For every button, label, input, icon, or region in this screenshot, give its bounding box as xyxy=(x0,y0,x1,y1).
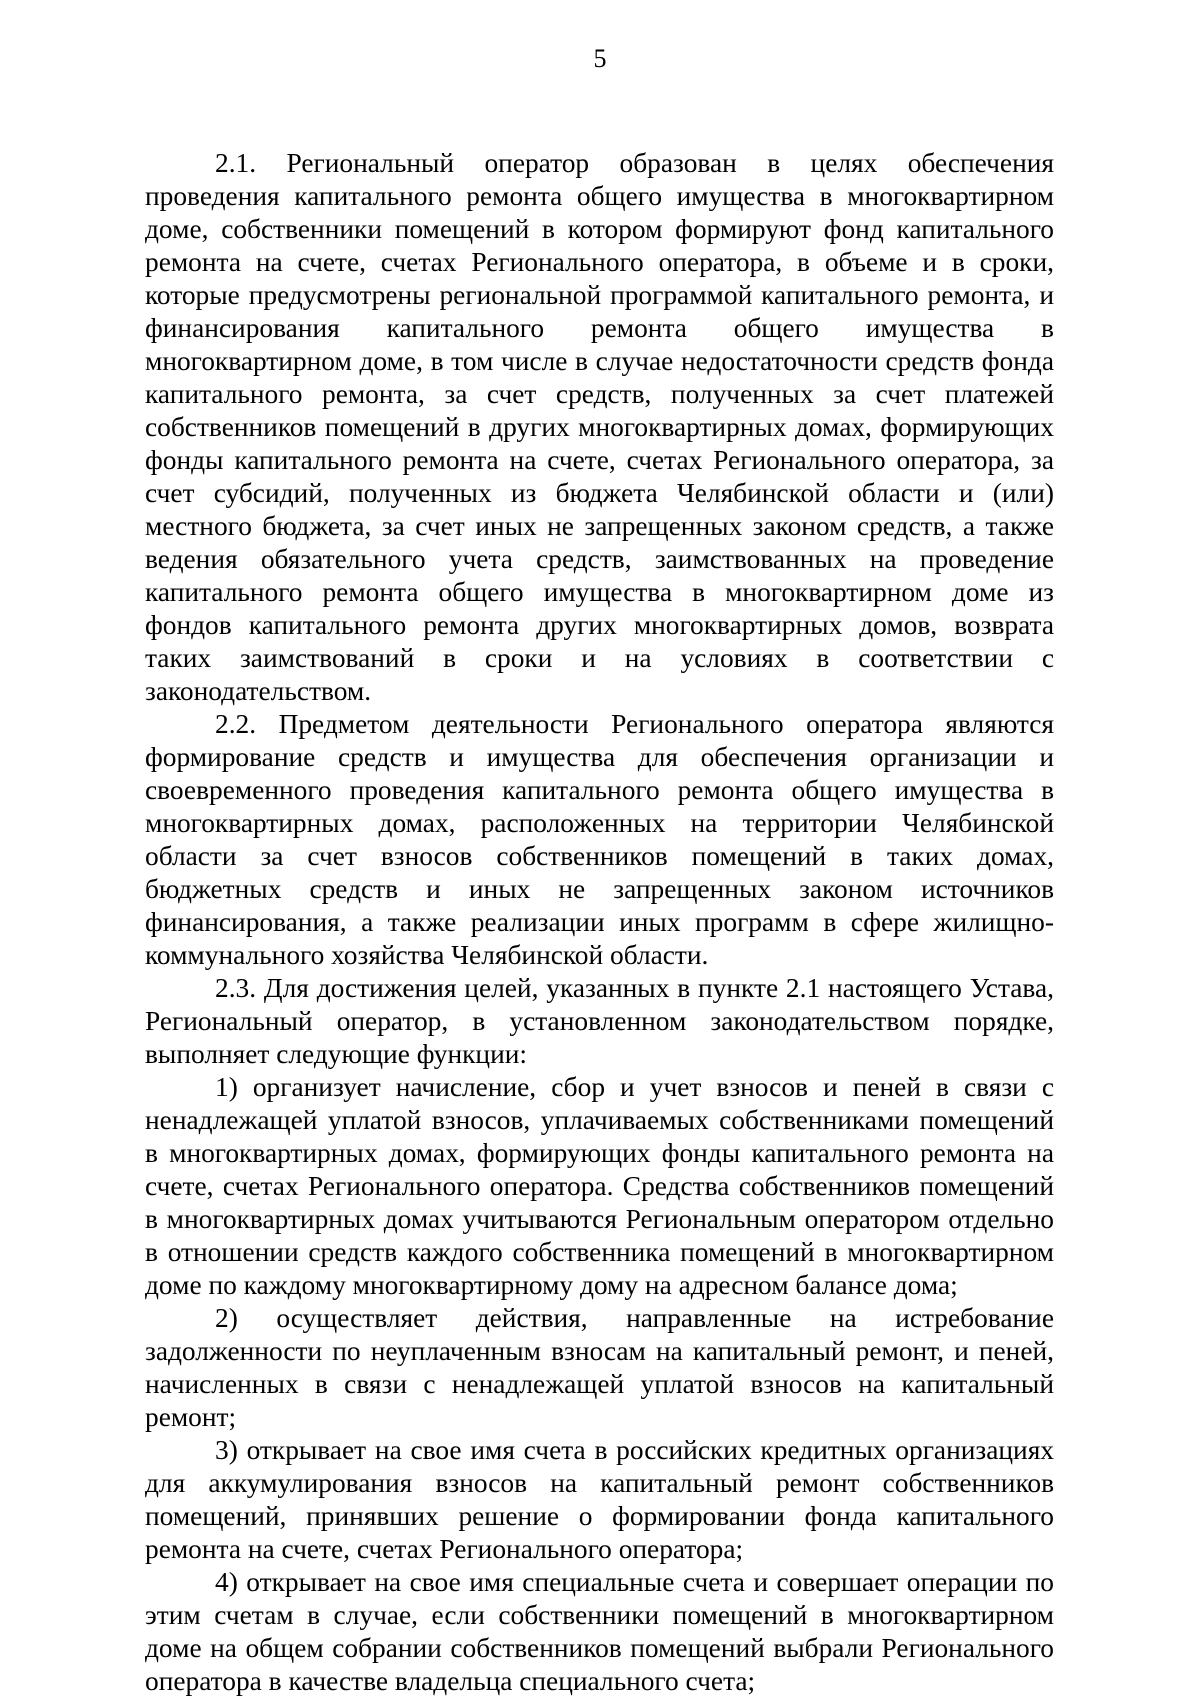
list-item-4: 4) открывает на свое имя специальные счета и совершает операции по этим счетам в случае, если собственники помещений в многоквартирном доме на общем собрании собственников помещений выбрали Регионального оператора в качестве владельца специального счета; xyxy=(145,1567,1054,1696)
paragraph-2-3: 2.3. Для достижения целей, указанных в пункте 2.1 настоящего Устава, Региональный оператор, в установленном законодательством порядке, выполняет следующие функции: xyxy=(145,973,1054,1069)
paragraph-2-2: 2.2. Предметом деятельности Регионального оператора являются формирование средств и имущества для обеспечения организации и своевременного проведения капитального ремонта общего имущества в многоквартирных домах, расположенных на территории Челябинской области за счет взносов собственников помещений в таких домах, бюджетных средств и иных не запрещенных законом источников финансирования, а также реализации иных программ в сфере жилищно-коммунального хозяйства Челябинской области. xyxy=(145,709,1054,970)
list-item-3: 3) открывает на свое имя счета в российских кредитных организациях для аккумулирования взносов на капитальный ремонт собственников помещений, принявших решение о формировании фонда капитального ремонта на счете, счетах Регионального оператора; xyxy=(145,1435,1054,1564)
page-number: 5 xyxy=(593,44,607,73)
list-item-1: 1) организует начисление, сбор и учет взносов и пеней в связи с ненадлежащей уплатой взносов, уплачиваемых собственниками помещений в многоквартирных домах, формирующих фонды капитального ремонта на счете, счетах Регионального оператора. Средства собственников помещений в многоквартирных домах учитываются Региональным оператором отдельно в отношении средств каждого собственника помещений в многоквартирном доме по каждому многоквартирному дому на адресном балансе дома; xyxy=(145,1072,1054,1300)
list-item-2: 2) осуществляет действия, направленные на истребование задолженности по неуплаченным взносам на капитальный ремонт, и пеней, начисленных в связи с ненадлежащей уплатой взносов на капитальный ремонт; xyxy=(145,1303,1054,1432)
paragraph-2-1: 2.1. Региональный оператор образован в целях обеспечения проведения капитального ремонта общего имущества в многоквартирном доме, собственники помещений в котором формируют фонд капитального ремонта на счете, счетах Регионального оператора, в объеме и в сроки, которые предусмотрены региональной программой капитального ремонта, и финансирования капитального ремонта общего имущества в многоквартирном доме, в том числе в случае недостаточности средств фонда капитального ремонта, за счет средств, полученных за счет платежей собственников помещений в других многоквартирных домах, формирующих фонды капитального ремонта на счете, счетах Регионального оператора, за счет субсидий, полученных из бюджета Челябинской области и (или) местного бюджета, за счет иных не запрещенных законом средств, а также ведения обязательного учета средств, заимствованных на проведение капитального ремонта общего имущества в многоквартирном доме из фондов капитального ремонта других многоквартирных домов, возврата таких заимствований в сроки и на условиях в соответствии с законодательством. xyxy=(145,148,1054,706)
document-body xyxy=(145,147,1054,1698)
